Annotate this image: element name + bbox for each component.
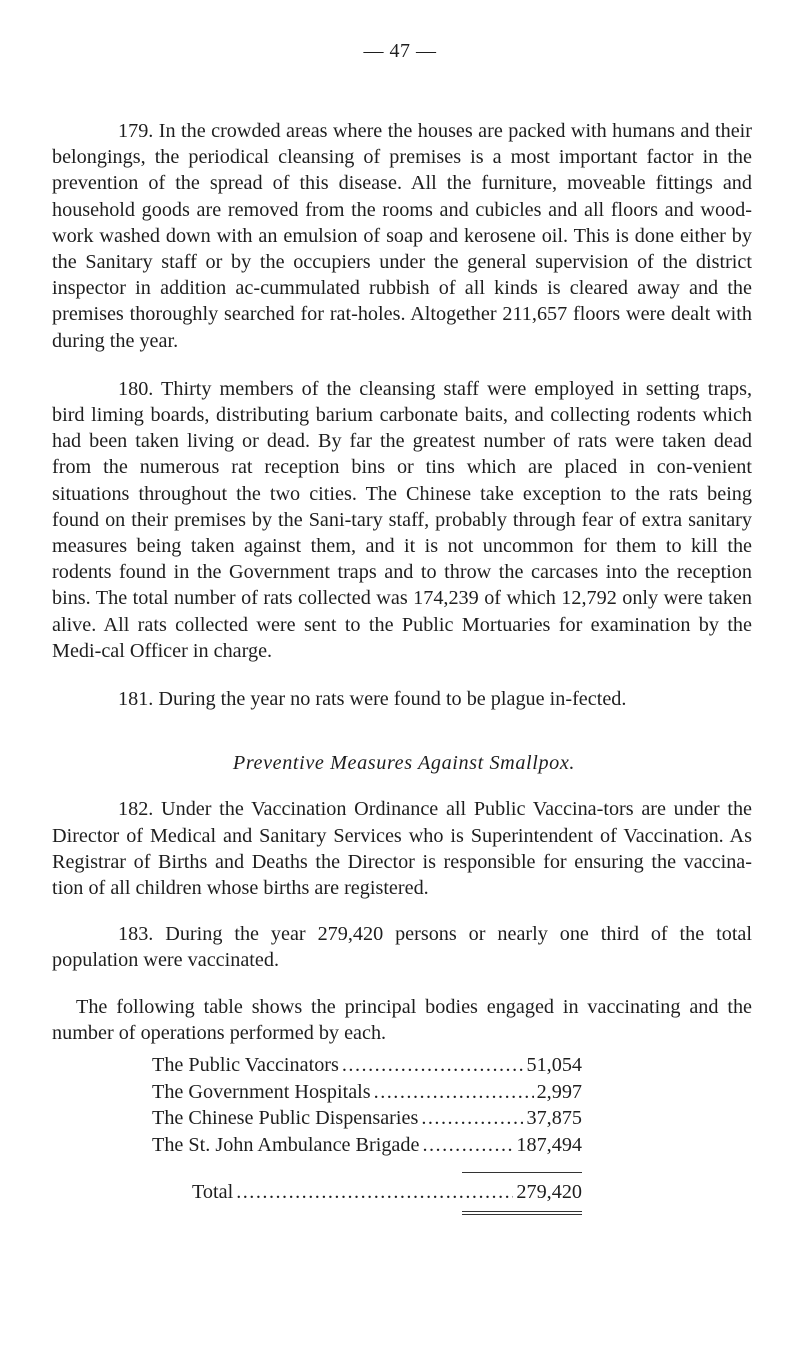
row-value: 187,494 xyxy=(516,1133,582,1156)
paragraph-180 xyxy=(52,376,752,664)
dot-leader xyxy=(421,1105,523,1131)
paragraph-182 xyxy=(52,796,752,901)
paragraph-number: 180. xyxy=(118,377,154,400)
paragraph-179 xyxy=(52,118,752,354)
section-heading-smallpox: Preventive Measures Against Smallpox. xyxy=(232,752,576,775)
row-label: The St. John Ambulance Brigade xyxy=(152,1133,420,1156)
paragraph-number: 183. xyxy=(118,923,154,946)
dot-leader xyxy=(422,1132,513,1158)
total-row xyxy=(192,1179,582,1206)
total-double-rule xyxy=(462,1211,582,1215)
paragraph-number: 179. xyxy=(118,120,154,142)
total-rule xyxy=(462,1172,582,1173)
row-label: The Chinese Public Dispensaries xyxy=(152,1107,419,1130)
paragraph-number: 181. xyxy=(118,688,154,711)
paragraph-text: During the year no rats were found to be plague in-fected. xyxy=(158,688,627,711)
table-row xyxy=(152,1079,582,1106)
paragraph-text: Thirty members of the cleansing staff were employed in setting traps, bird liming boards, distributing barium carbonate baits, and collecting rodents which had been taken living or dead. By far the greatest number of rats were taken dead from the numerous rat reception bins or tins which are placed in con-venient situations throughout the two cities. The Chinese take exception to the rats being found on their premises by the Sani-tary staff, probably through fear of extra sanitary measures being taken against them, and it is not uncommon for them to kill the rodents found in the Government traps and to throw the carcases into the reception bins. The total number of rats collected was 174,239 of which 12,792 only were taken alive. All rats collected were sent to the Public Mortuaries for examination by the Medi-cal Officer in charge. xyxy=(52,377,752,662)
paragraph-text: During the year 279,420 persons or nearly one third of the total population were vaccinated. xyxy=(52,923,752,972)
document-body xyxy=(52,118,752,1215)
dot-leader xyxy=(342,1052,524,1078)
row-value: 51,054 xyxy=(526,1054,582,1077)
table-intro: The following table shows the principal bodies engaged in vaccinating and the number of operations performed by each. xyxy=(52,995,752,1044)
dot-leader xyxy=(374,1079,534,1105)
table-row xyxy=(152,1132,582,1159)
dot-leader xyxy=(236,1179,513,1205)
paragraph-text: In the crowded areas where the houses are packed with humans and their belongings, the periodical cleansing of premises is a most important factor in the prevention of the spread of this disease. All the furniture, moveable fittings and household goods are removed from the rooms and cubicles and all floors and wood-work washed down with an emulsion of soap and kerosene oil. This is done either by the Sanitary staff or by the occupiers under the general supervision of the district inspector in addition ac-cummulated rubbish of all kinds is cleared away and the premises thoroughly searched for rat-holes. Altogether 211,657 floors were dealt with during the year. xyxy=(52,120,752,352)
row-label: The Government Hospitals xyxy=(152,1080,371,1103)
paragraph-text: Under the Vaccination Ordinance all Public Vaccina-tors are under the Director of Medical and Sanitary Services who is Superintendent of Vaccination. As Registrar of Births and Deaths the Director is responsible for ensuring the vaccina-tion of all children whose births are registered. xyxy=(52,798,752,900)
row-value: 2,997 xyxy=(536,1080,582,1103)
total-value: 279,420 xyxy=(516,1181,582,1204)
table-row xyxy=(152,1105,582,1132)
total-label: Total xyxy=(192,1181,234,1204)
paragraph-181 xyxy=(52,686,752,712)
paragraph-183 xyxy=(52,921,752,973)
table-row xyxy=(152,1052,582,1079)
vaccination-table xyxy=(152,1052,582,1158)
paragraph-number: 182. xyxy=(118,798,154,821)
row-label: The Public Vaccinators xyxy=(152,1054,339,1077)
page-number: — 47 — xyxy=(363,40,437,62)
row-value: 37,875 xyxy=(526,1107,582,1130)
